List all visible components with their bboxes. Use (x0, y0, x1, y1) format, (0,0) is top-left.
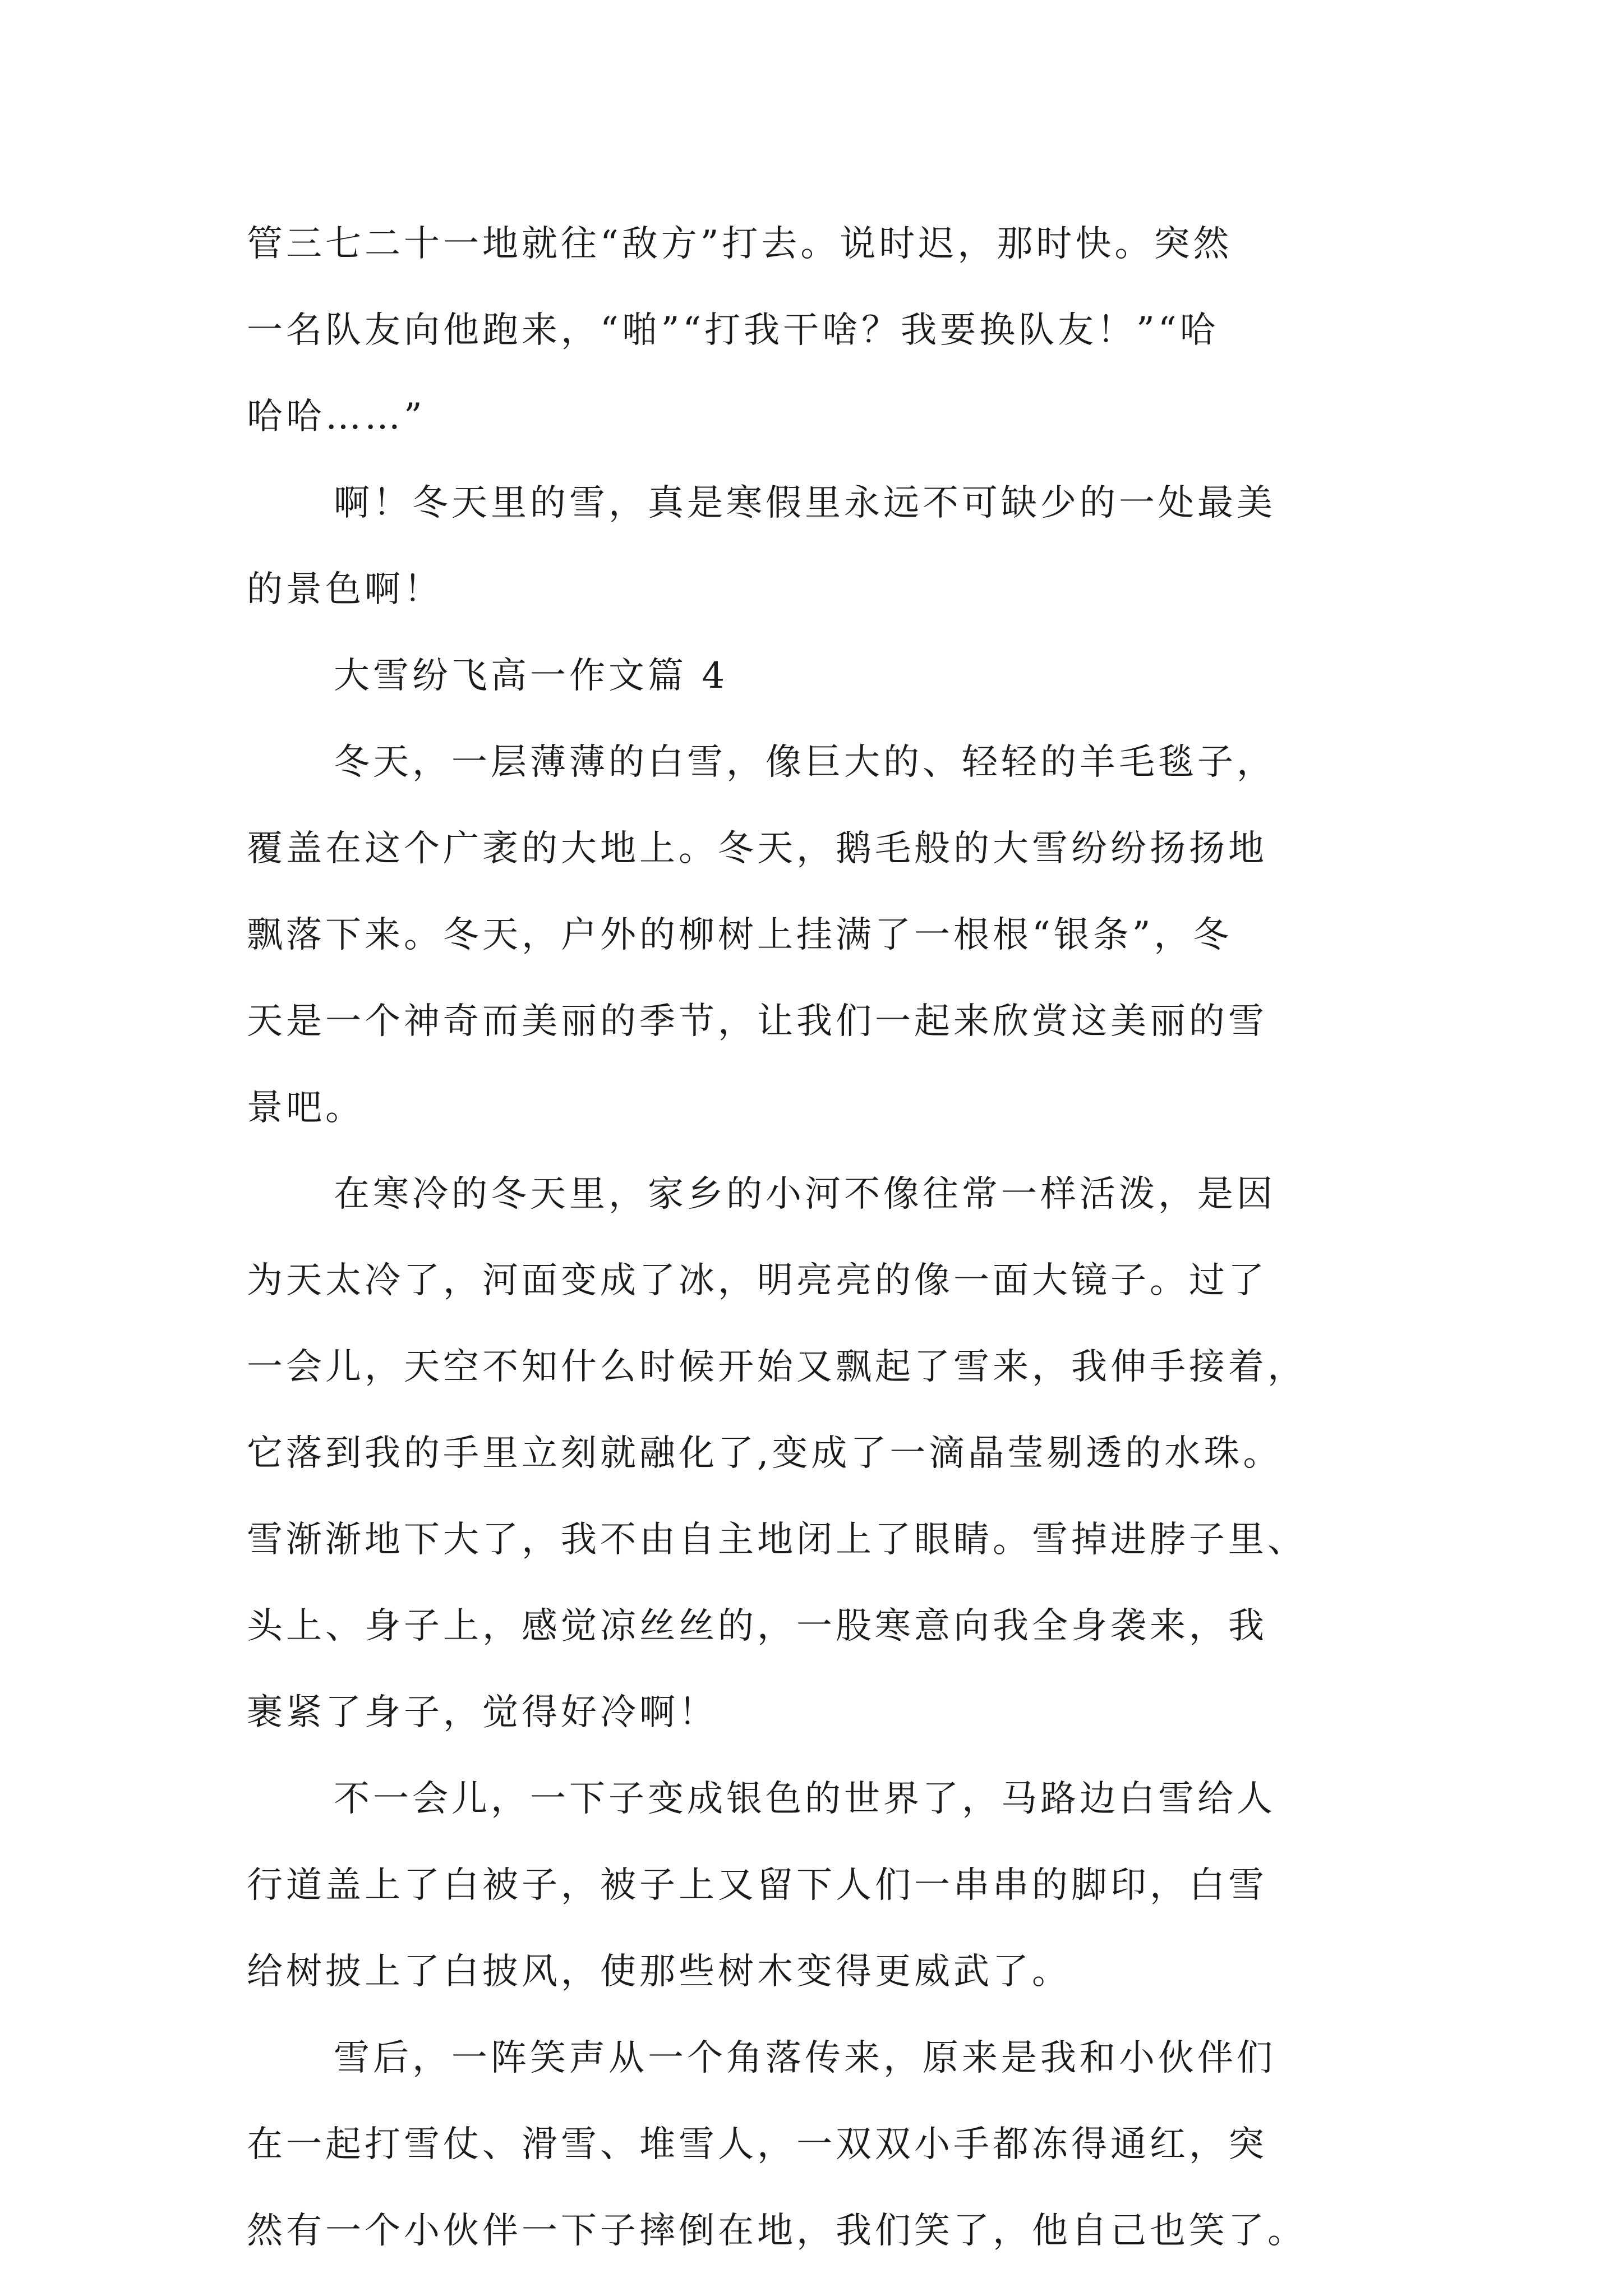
paragraph-line: 冬天，一层薄薄的白雪，像巨大的、轻轻的羊毛毯子， (334, 742, 1276, 783)
paragraph-line: 行道盖上了白被子，被子上又留下人们一串串的脚印，白雪 (247, 1865, 1267, 1906)
paragraph-line: 裹紧了身子，觉得好冷啊！ (247, 1692, 718, 1733)
paragraph-line: 的景色啊！ (247, 569, 443, 610)
article-body (247, 219, 1396, 2292)
paragraph-line: 管三七二十一地就往“敌方”打去。说时迟，那时快。突然 (247, 223, 1233, 265)
paragraph-line: 在一起打雪仗、滑雪、堆雪人，一双双小手都冻得通红，突 (247, 2124, 1267, 2165)
section-heading: 大雪纷飞高一作文篇 4 (334, 655, 728, 697)
paragraph-line: 给树披上了白披风，使那些树木变得更威武了。 (247, 1951, 1071, 1993)
paragraph-line: 在寒冷的冬天里，家乡的小河不像往常一样活泼，是因 (334, 1174, 1276, 1215)
paragraph-line: 它落到我的手里立刻就融化了,变成了一滴晶莹剔透的水珠。 (247, 1433, 1283, 1474)
paragraph-line: 哈哈……” (247, 396, 426, 438)
paragraph-line: 为天太冷了，河面变成了冰，明亮亮的像一面大镜子。过了 (247, 1260, 1267, 1301)
paragraph-line: 雪后，一阵笑声从一个角落传来，原来是我和小伙伴们 (334, 2037, 1276, 2079)
paragraph-line: 雪渐渐地下大了，我不由自主地闭上了眼睛。雪掉进脖子里、 (247, 1519, 1307, 1561)
paragraph-line: 一会儿，天空不知什么时候开始又飘起了雪来，我伸手接着， (247, 1346, 1307, 1388)
paragraph-line: 飘落下来。冬天，户外的柳树上挂满了一根根“银条”，冬 (247, 914, 1233, 956)
paragraph-line: 天是一个神奇而美丽的季节，让我们一起来欣赏这美丽的雪 (247, 1001, 1267, 1042)
paragraph-line: 啊！冬天里的雪，真是寒假里永远不可缺少的一处最美 (334, 482, 1276, 524)
paragraph-line: 然有一个小伙伴一下子摔倒在地，我们笑了，他自己也笑了。 (247, 2210, 1307, 2252)
paragraph-line: 不一会儿，一下子变成银色的世界了，马路边白雪给人 (334, 1778, 1276, 1820)
paragraph-line: 景吧。 (247, 1087, 365, 1129)
paragraph-line: 头上、身子上，感觉凉丝丝的，一股寒意向我全身袭来，我 (247, 1605, 1267, 1647)
paragraph-line: 覆盖在这个广袤的大地上。冬天，鹅毛般的大雪纷纷扬扬地 (247, 828, 1267, 869)
paragraph-line: 一名队友向他跑来，“啪”“打我干啥？我要换队友！”“哈 (247, 310, 1219, 351)
